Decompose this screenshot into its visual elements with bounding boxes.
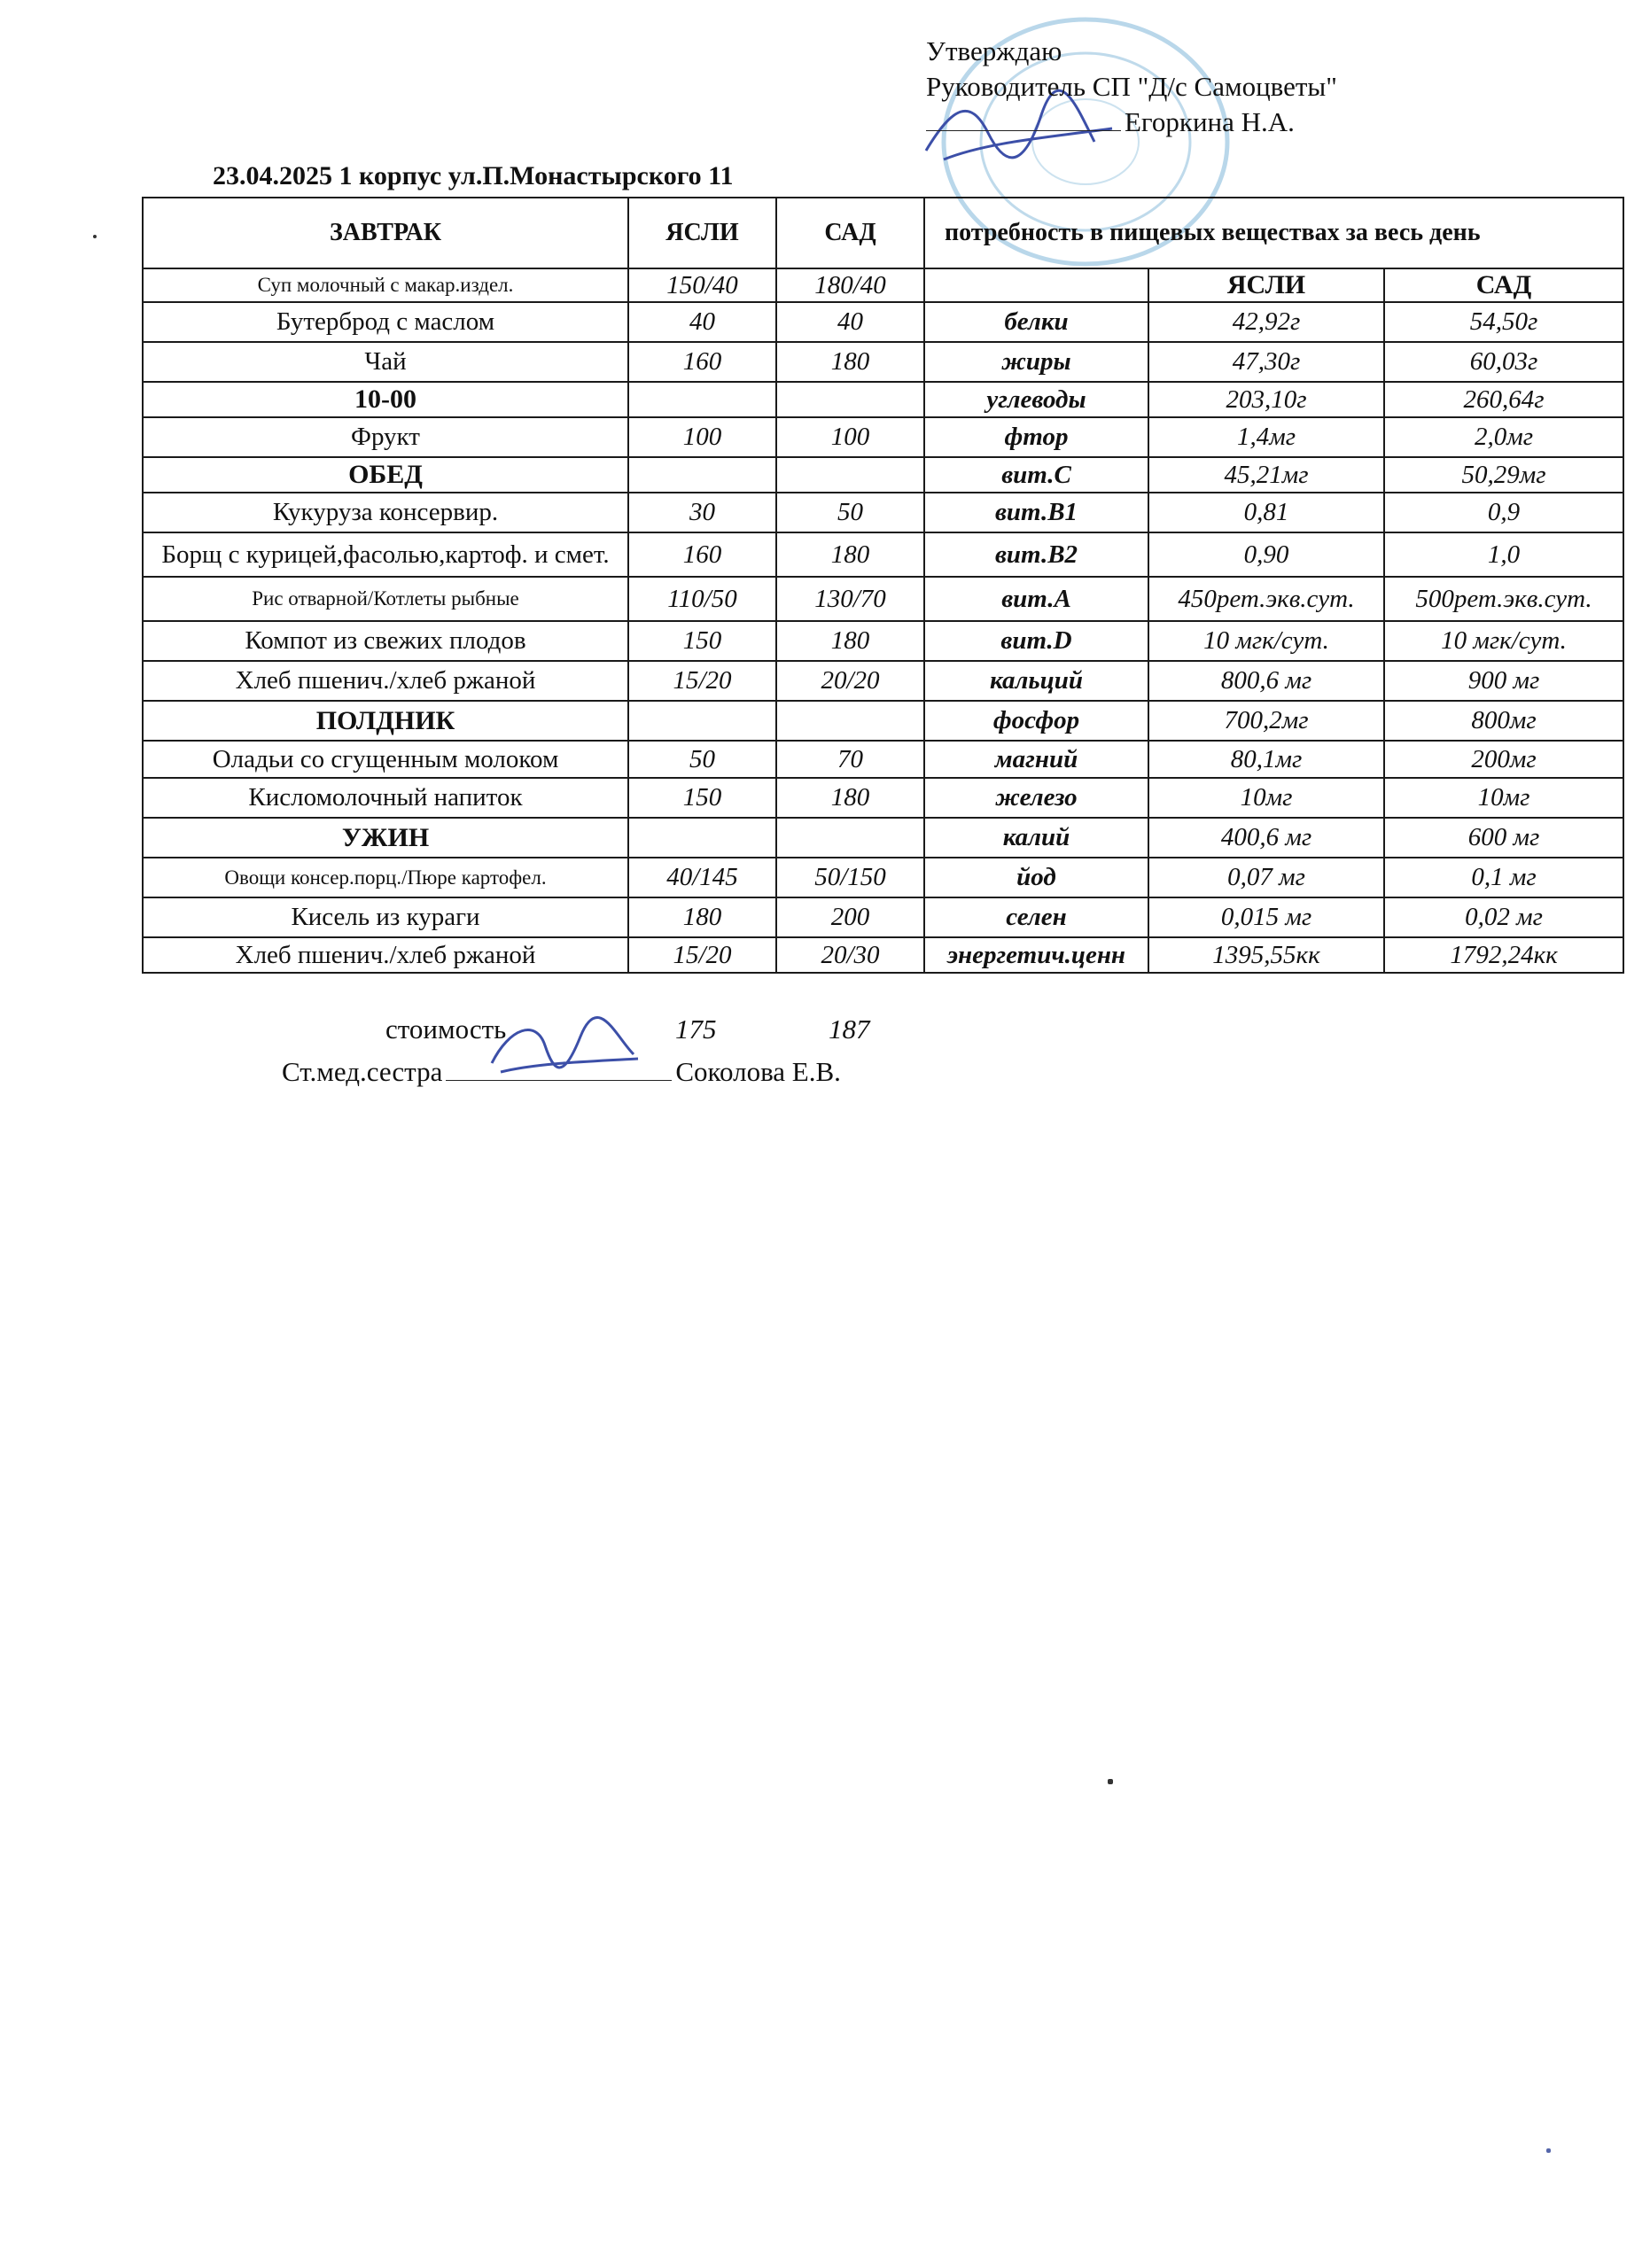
header-meal: ЗАВТРАК [143, 198, 628, 268]
row-garden-portion: 20/30 [776, 937, 924, 973]
nurse-label: Ст.мед.сестра [282, 1056, 443, 1087]
row-nutrient-garden: 200мг [1384, 741, 1623, 778]
row-nutrient-name: селен [924, 897, 1148, 937]
table-row [143, 417, 1623, 457]
row-nutrient-name: железо [924, 778, 1148, 818]
table-row [143, 577, 1623, 621]
document-title: 23.04.2025 1 корпус ул.П.Монастырского 11 [213, 161, 734, 190]
row-nutrient-name: вит.В2 [924, 532, 1148, 577]
row-garden-portion: 50/150 [776, 858, 924, 897]
table-row [143, 268, 1623, 302]
row-nursery-portion: 30 [628, 493, 776, 532]
row-nutrient-nursery: 450рет.экв.сут. [1148, 577, 1384, 621]
row-nutrient-name: жиры [924, 342, 1148, 382]
row-nutrient-garden: 10мг [1384, 778, 1623, 818]
scan-speck [93, 235, 97, 238]
row-nutrient-nursery: 203,10г [1148, 382, 1384, 417]
row-nutrient-garden: 600 мг [1384, 818, 1623, 858]
row-nutrient-nursery: 80,1мг [1148, 741, 1384, 778]
header-row [143, 198, 1623, 268]
table-row [143, 701, 1623, 741]
row-nutrient-nursery: 0,81 [1148, 493, 1384, 532]
row-nursery-portion: 50 [628, 741, 776, 778]
row-garden-portion [776, 382, 924, 417]
table-row [143, 342, 1623, 382]
row-garden-portion: 180 [776, 621, 924, 661]
row-dish-name: ОБЕД [143, 457, 628, 493]
row-nutrient-name: углеводы [924, 382, 1148, 417]
row-nutrient-nursery: 47,30г [1148, 342, 1384, 382]
row-dish-name: 10-00 [143, 382, 628, 417]
row-nutrient-nursery: 1,4мг [1148, 417, 1384, 457]
row-nursery-portion: 160 [628, 342, 776, 382]
row-nutrient-name: вит.В1 [924, 493, 1148, 532]
row-nursery-portion: 15/20 [628, 661, 776, 701]
row-nutrient-garden: 0,1 мг [1384, 858, 1623, 897]
row-nutrient-name: вит.А [924, 577, 1148, 621]
table-row [143, 778, 1623, 818]
row-nutrient-nursery: 42,92г [1148, 302, 1384, 342]
row-nutrient-name: вит.С [924, 457, 1148, 493]
header-nursery: ЯСЛИ [628, 198, 776, 268]
nurse-name: Соколова Е.В. [675, 1056, 841, 1087]
row-nursery-portion: 110/50 [628, 577, 776, 621]
nurse-line [282, 1056, 841, 1088]
row-garden-portion: 130/70 [776, 577, 924, 621]
approval-line-2: Руководитель СП "Д/с Самоцветы" [926, 71, 1337, 102]
row-nutrient-name: йод [924, 858, 1148, 897]
row-nutrient-name [924, 268, 1148, 302]
row-garden-portion: 180/40 [776, 268, 924, 302]
row-nutrient-garden: 1,0 [1384, 532, 1623, 577]
row-nursery-portion [628, 457, 776, 493]
row-nutrient-nursery: 0,015 мг [1148, 897, 1384, 937]
row-nursery-portion: 100 [628, 417, 776, 457]
table-row [143, 621, 1623, 661]
row-nursery-portion [628, 382, 776, 417]
table-row [143, 858, 1623, 897]
row-nursery-portion: 150/40 [628, 268, 776, 302]
row-nutrient-name: фтор [924, 417, 1148, 457]
row-dish-name: Кукуруза консервир. [143, 493, 628, 532]
row-nursery-portion [628, 818, 776, 858]
cost-nursery: 175 [675, 1014, 717, 1045]
approval-line-1: Утверждаю [926, 35, 1062, 66]
table-row [143, 302, 1623, 342]
header-needs: потребность в пищевых веществах за весь день [924, 198, 1623, 268]
table-row [143, 457, 1623, 493]
cost-label: стоимость [385, 1014, 507, 1045]
row-nutrient-name: калий [924, 818, 1148, 858]
row-nursery-portion: 40/145 [628, 858, 776, 897]
row-garden-portion [776, 701, 924, 741]
row-dish-name: Борщ с курицей,фасолью,картоф. и смет. [143, 532, 628, 577]
row-nutrient-nursery: 1395,55кк [1148, 937, 1384, 973]
row-nutrient-garden: 800мг [1384, 701, 1623, 741]
table-row [143, 661, 1623, 701]
row-nutrient-garden: 500рет.экв.сут. [1384, 577, 1623, 621]
row-nutrient-garden: 54,50г [1384, 302, 1623, 342]
row-nutrient-garden: 60,03г [1384, 342, 1623, 382]
cost-garden: 187 [829, 1014, 870, 1045]
row-nutrient-name: кальций [924, 661, 1148, 701]
row-nutrient-nursery: 10 мгк/сут. [1148, 621, 1384, 661]
table-row [143, 493, 1623, 532]
row-garden-portion: 100 [776, 417, 924, 457]
table-row [143, 532, 1623, 577]
row-dish-name: Кисломолочный напиток [143, 778, 628, 818]
row-nursery-portion: 150 [628, 621, 776, 661]
row-nutrient-garden: 50,29мг [1384, 457, 1623, 493]
row-dish-name: Бутерброд с маслом [143, 302, 628, 342]
row-dish-name: Оладьи со сгущенным молоком [143, 741, 628, 778]
row-garden-portion: 200 [776, 897, 924, 937]
row-nutrient-nursery: 0,90 [1148, 532, 1384, 577]
menu-table [142, 197, 1624, 974]
row-dish-name: Овощи консер.порц./Пюре картофел. [143, 858, 628, 897]
row-nutrient-garden: 0,02 мг [1384, 897, 1623, 937]
approval-line-3 [926, 105, 1337, 140]
row-nutrient-garden: 2,0мг [1384, 417, 1623, 457]
row-nutrient-nursery: 0,07 мг [1148, 858, 1384, 897]
row-dish-name: Рис отварной/Котлеты рыбные [143, 577, 628, 621]
signature-line [926, 130, 1121, 131]
row-dish-name: Кисель из кураги [143, 897, 628, 937]
table-row [143, 937, 1623, 973]
row-dish-name: Хлеб пшенич./хлеб ржаной [143, 661, 628, 701]
row-garden-portion [776, 818, 924, 858]
row-nutrient-garden: 0,9 [1384, 493, 1623, 532]
row-nursery-portion: 15/20 [628, 937, 776, 973]
row-garden-portion: 50 [776, 493, 924, 532]
row-nutrient-garden: 1792,24кк [1384, 937, 1623, 973]
row-nutrient-nursery: 800,6 мг [1148, 661, 1384, 701]
row-nutrient-garden: 10 мгк/сут. [1384, 621, 1623, 661]
row-dish-name: Хлеб пшенич./хлеб ржаной [143, 937, 628, 973]
row-nutrient-name: белки [924, 302, 1148, 342]
row-nursery-portion: 160 [628, 532, 776, 577]
row-nursery-portion: 180 [628, 897, 776, 937]
row-nutrient-nursery: 10мг [1148, 778, 1384, 818]
row-garden-portion: 180 [776, 778, 924, 818]
row-nutrient-garden: 900 мг [1384, 661, 1623, 701]
row-nursery-portion: 150 [628, 778, 776, 818]
row-nutrient-name: фосфор [924, 701, 1148, 741]
row-garden-portion: 180 [776, 532, 924, 577]
row-garden-portion: 40 [776, 302, 924, 342]
row-nutrient-name: магний [924, 741, 1148, 778]
row-nutrient-name: вит.D [924, 621, 1148, 661]
row-dish-name: Компот из свежих плодов [143, 621, 628, 661]
row-nutrient-nursery: 45,21мг [1148, 457, 1384, 493]
nurse-signature-line [446, 1080, 672, 1081]
row-garden-portion: 70 [776, 741, 924, 778]
row-dish-name: Суп молочный с макар.издел. [143, 268, 628, 302]
scan-speck [1108, 1779, 1113, 1784]
row-nutrient-garden: 260,64г [1384, 382, 1623, 417]
row-nursery-portion [628, 701, 776, 741]
row-nutrient-nursery: 400,6 мг [1148, 818, 1384, 858]
row-dish-name: Чай [143, 342, 628, 382]
row-dish-name: УЖИН [143, 818, 628, 858]
row-garden-portion: 20/20 [776, 661, 924, 701]
row-dish-name: Фрукт [143, 417, 628, 457]
approval-block [926, 34, 1337, 140]
row-nutrient-nursery: ЯСЛИ [1148, 268, 1384, 302]
table-row [143, 818, 1623, 858]
scan-speck [1546, 2148, 1551, 2153]
row-nutrient-nursery: 700,2мг [1148, 701, 1384, 741]
table-row [143, 741, 1623, 778]
row-dish-name: ПОЛДНИК [143, 701, 628, 741]
row-nutrient-garden: САД [1384, 268, 1623, 302]
row-nutrient-name: энергетич.ценн [924, 937, 1148, 973]
table-row [143, 897, 1623, 937]
director-name: Егоркина Н.А. [1125, 106, 1295, 137]
row-nursery-portion: 40 [628, 302, 776, 342]
header-garden: САД [776, 198, 924, 268]
row-garden-portion [776, 457, 924, 493]
table-row [143, 382, 1623, 417]
row-garden-portion: 180 [776, 342, 924, 382]
